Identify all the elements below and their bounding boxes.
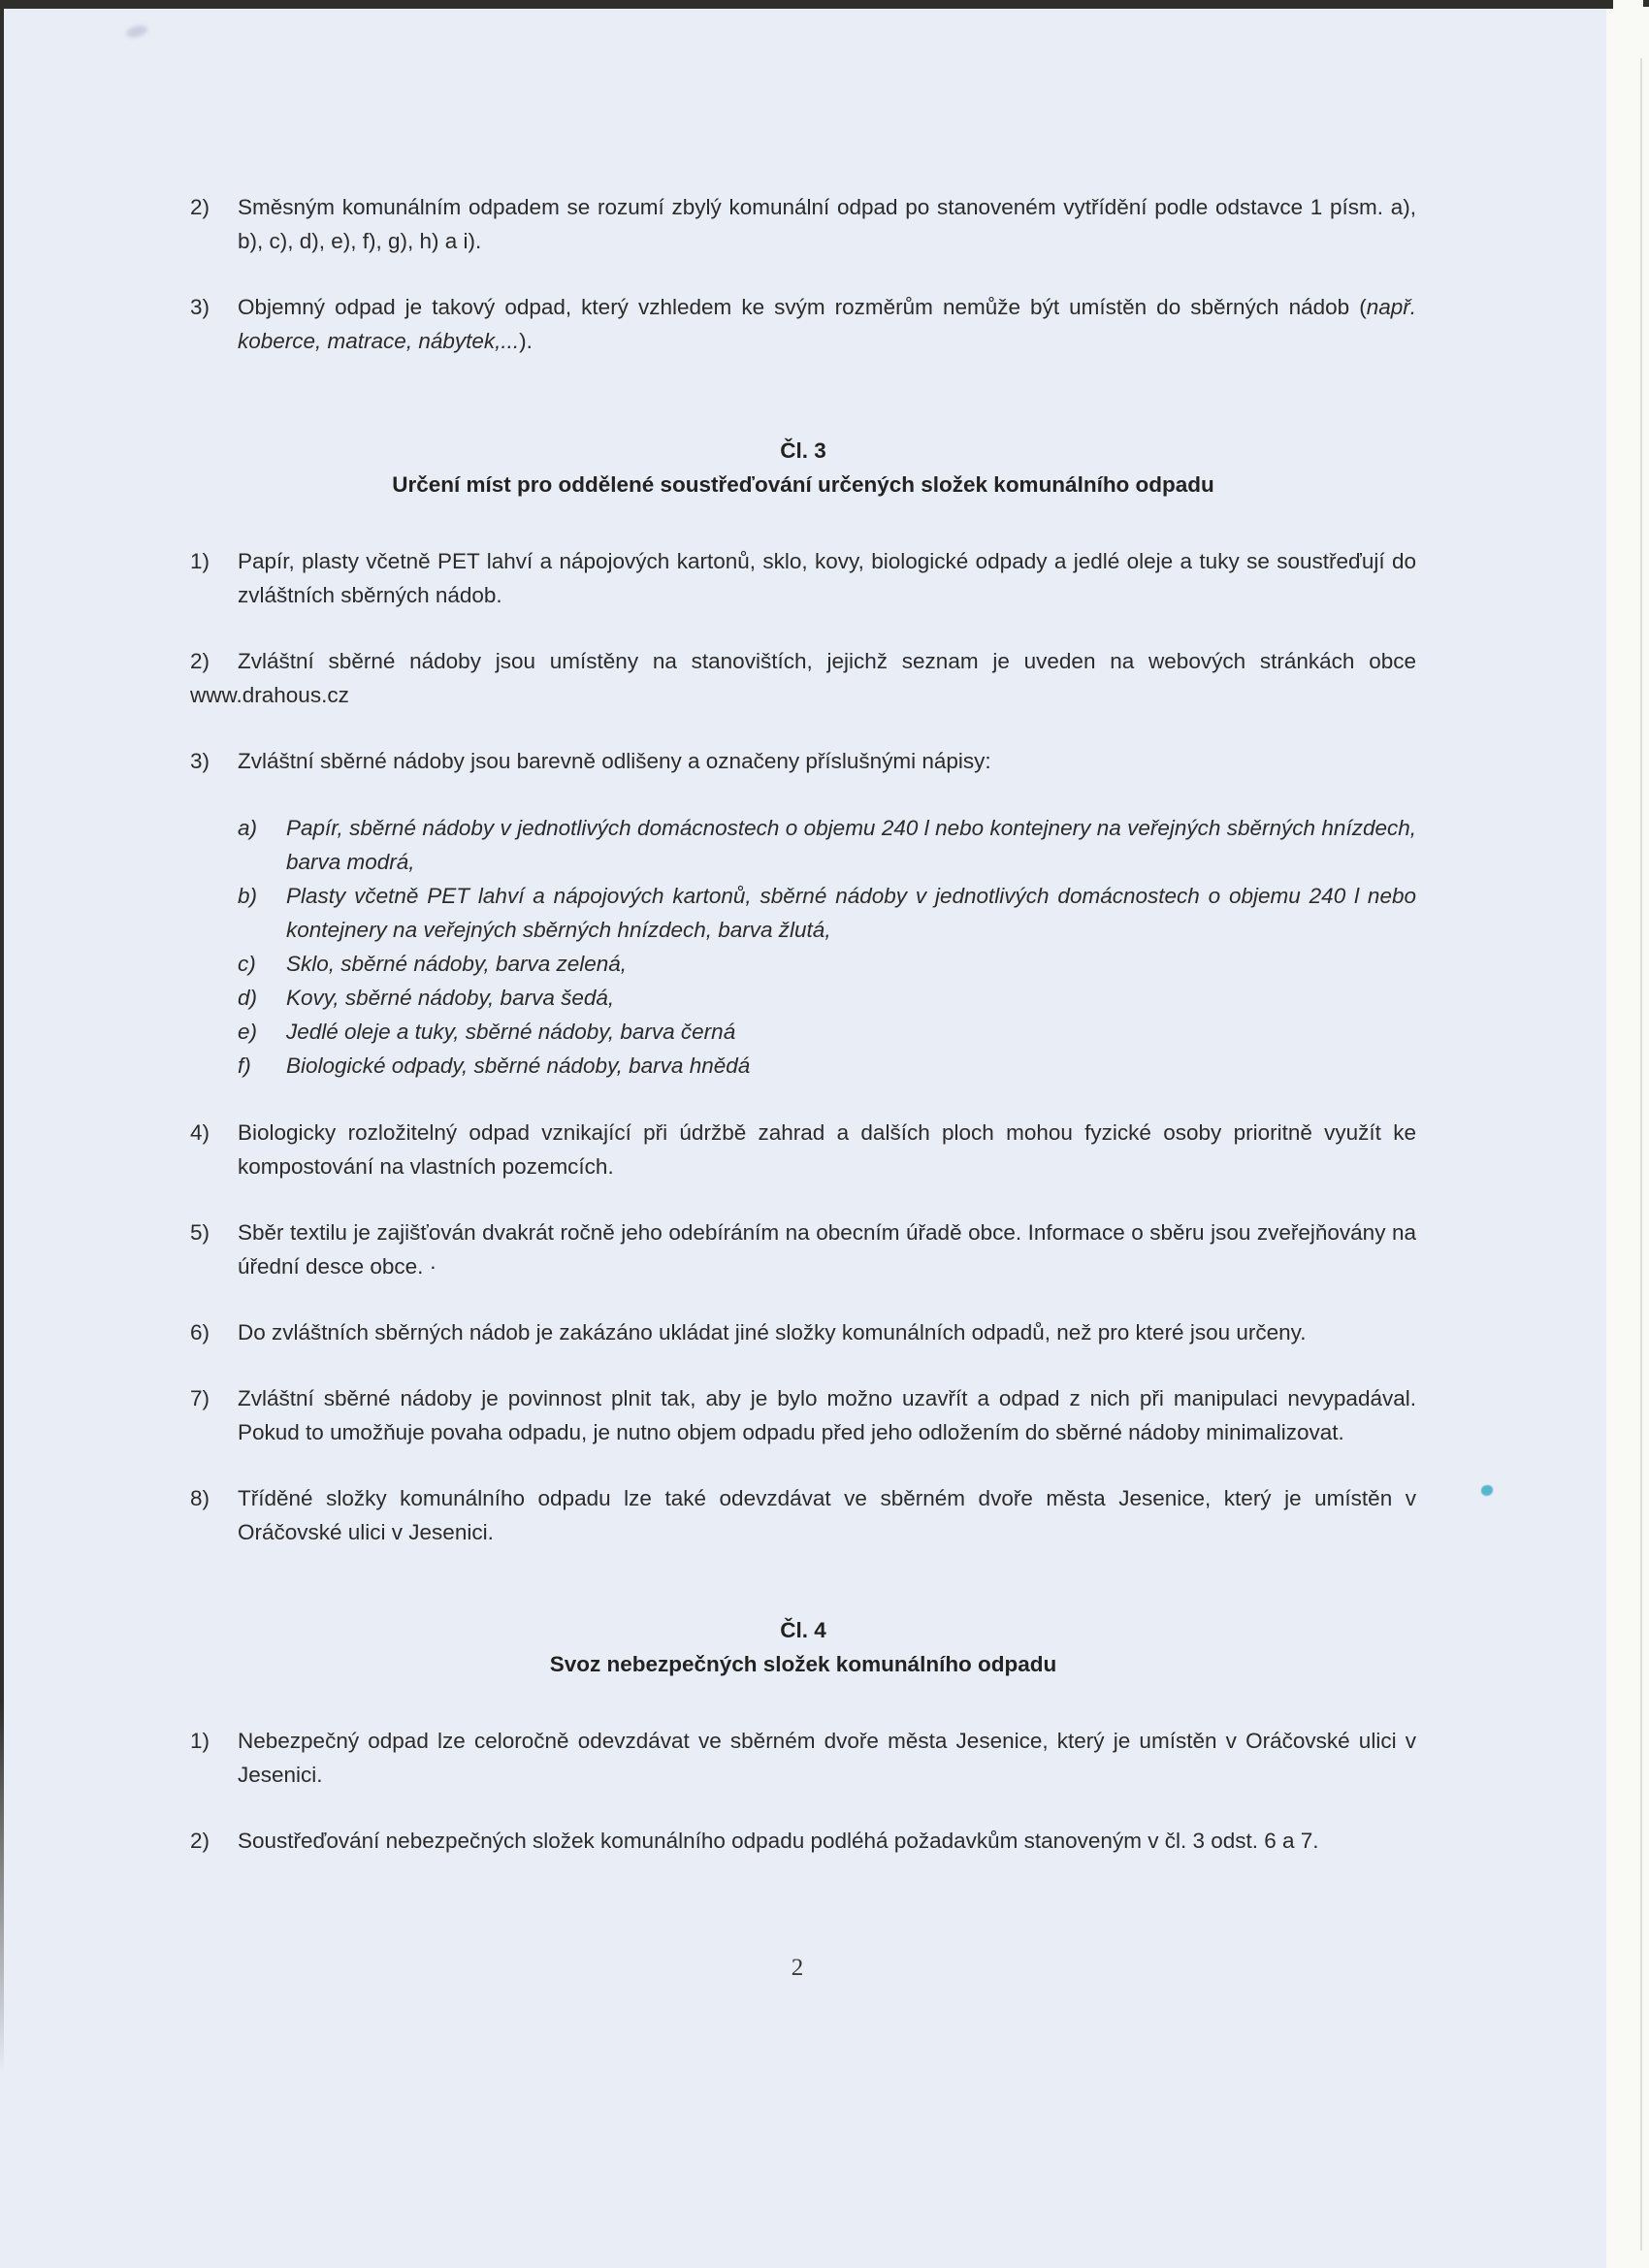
item-text: Do zvláštních sběrných nádob je zakázáno ukládat jiné složky komunálních odpadů, než pro které jsou určeny.: [238, 1320, 1307, 1345]
item-number: 8): [190, 1486, 210, 1510]
item-text: Soustřeďování nebezpečných složek komunálního odpadu podléhá požadavkům stanoveným v čl. 3 odst. 6 a 7.: [238, 1829, 1319, 1853]
scan-top-edge-fragment: [1643, 0, 1649, 7]
document-body: [190, 190, 1416, 1985]
item-number: 3): [190, 749, 210, 773]
item-text: Směsným komunálním odpadem se rozumí zbylý komunální odpad po stanoveném vytřídění podle odstavce 1 písm. a), b), c), d), e), f), g), h) a i).: [238, 195, 1416, 253]
article-3-title: Čl. 3: [780, 438, 826, 463]
item-number: 5): [190, 1220, 210, 1245]
paragraph-item: [190, 544, 1416, 612]
item-text: Biologicky rozložitelný odpad vznikající při údržbě zahrad a dalších ploch mohou fyzické osoby prioritně využít ke kompostování na vlastních pozemcích.: [238, 1120, 1416, 1179]
item-text: Zvláštní sběrné nádoby jsou umístěny na stanovištích, jejichž seznam je uveden na webových stránkách obce www.drahous.cz: [190, 649, 1416, 707]
paragraph-item: [190, 1381, 1416, 1449]
sublist-item: [238, 811, 1416, 879]
scan-right-margin: [1606, 9, 1649, 2268]
paragraph-item: [190, 1215, 1416, 1283]
paragraph-item: [190, 1824, 1416, 1858]
item-number: 2): [190, 1829, 210, 1853]
sublist-item: [238, 947, 1416, 981]
article-4-title: Čl. 4: [780, 1618, 826, 1642]
paragraph-item: [190, 190, 1416, 258]
item-number: 2): [190, 195, 210, 219]
item-number: 3): [190, 295, 210, 319]
item-number: 1): [190, 549, 210, 573]
item-text-regular: ).: [519, 329, 533, 353]
item-text: Sklo, sběrné nádoby, barva zelená,: [286, 952, 628, 976]
item-number: 6): [190, 1320, 210, 1345]
paragraph-item: [190, 744, 1416, 778]
item-text: Biologické odpady, sběrné nádoby, barva hnědá: [286, 1053, 751, 1078]
item-text: Zvláštní sběrné nádoby jsou barevně odlišeny a označeny příslušnými nápisy:: [238, 749, 991, 773]
paragraph-item: [190, 290, 1416, 358]
scan-left-edge: [0, 9, 4, 2075]
item-number: 7): [190, 1386, 210, 1410]
item-text: Plasty včetně PET lahví a nápojových kartonů, sběrné nádoby v jednotlivých domácnostech o objemu 240 l nebo kontejnery na veřejných sběrných hnízdech, barva žlutá,: [286, 884, 1416, 942]
item-text: Tříděné složky komunálního odpadu lze také odevzdávat ve sběrném dvoře města Jesenice, který je umístěn v Oráčovské ulici v Jesenici.: [238, 1486, 1416, 1544]
sublist-item: [238, 1015, 1416, 1049]
paragraph-item: [190, 1315, 1416, 1349]
item-letter: d): [238, 986, 258, 1010]
item-letter: a): [238, 816, 258, 840]
item-text: Kovy, sběrné nádoby, barva šedá,: [286, 986, 615, 1010]
item-text: Sběr textilu je zajišťován dvakrát ročně jeho odebíráním na obecním úřadě obce. Informace o sběru jsou zveřejňovány na úřední desce obce. ·: [238, 1220, 1416, 1279]
item-number: 4): [190, 1120, 210, 1145]
paragraph-item: [190, 1724, 1416, 1792]
sublist-item: [238, 1049, 1416, 1083]
item-text: Papír, sběrné nádoby v jednotlivých domácnostech o objemu 240 l nebo kontejnery na veřejných sběrných hnízdech, barva modrá,: [286, 816, 1416, 874]
item-text-regular: Objemný odpad je takový odpad, který vzhledem ke svým rozměrům nemůže být umístěn do sběrných nádob (: [238, 295, 1367, 319]
scan-top-edge: [0, 0, 1613, 9]
article-3-subtitle: Určení míst pro oddělené soustřeďování určených složek komunálního odpadu: [392, 472, 1214, 497]
paragraph-item: [190, 644, 1416, 712]
scan-right-edge-line: [1640, 58, 1642, 2251]
item-text: Zvláštní sběrné nádoby je povinnost plnit tak, aby je bylo možno uzavřít a odpad z nich při manipulaci nevypadával. Pokud to umožňuje povaha odpadu, je nutno objem odpadu před jeho odložením do sběrné nádoby minimalizovat.: [238, 1386, 1416, 1444]
item-number: 2): [190, 649, 210, 673]
paragraph-item: [190, 1481, 1416, 1549]
item-text: Jedlé oleje a tuky, sběrné nádoby, barva černá: [286, 1020, 736, 1044]
item-letter: e): [238, 1020, 258, 1044]
item-text-italic: např. koberce, matrace, nábytek,...: [238, 295, 1416, 353]
item-letter: c): [238, 952, 256, 976]
sublist-item: [238, 879, 1416, 947]
item-text: Papír, plasty včetně PET lahví a nápojových kartonů, sklo, kovy, biologické odpady a jedlé oleje a tuky se soustřeďují do zvláštních sběrných nádob.: [238, 549, 1416, 607]
item-letter: b): [238, 884, 258, 908]
item-letter: f): [238, 1053, 251, 1078]
color-coding-sublist: [238, 811, 1416, 1083]
page-number: 2: [791, 1955, 804, 1981]
item-number: 1): [190, 1729, 210, 1753]
item-text: Nebezpečný odpad lze celoročně odevzdávat ve sběrném dvoře města Jesenice, který je umístěn v Oráčovské ulici v Jesenici.: [238, 1729, 1416, 1787]
paragraph-item: [190, 1116, 1416, 1183]
article-4-subtitle: Svoz nebezpečných složek komunálního odpadu: [549, 1652, 1057, 1676]
sublist-item: [238, 981, 1416, 1015]
item-text: [238, 290, 1416, 358]
